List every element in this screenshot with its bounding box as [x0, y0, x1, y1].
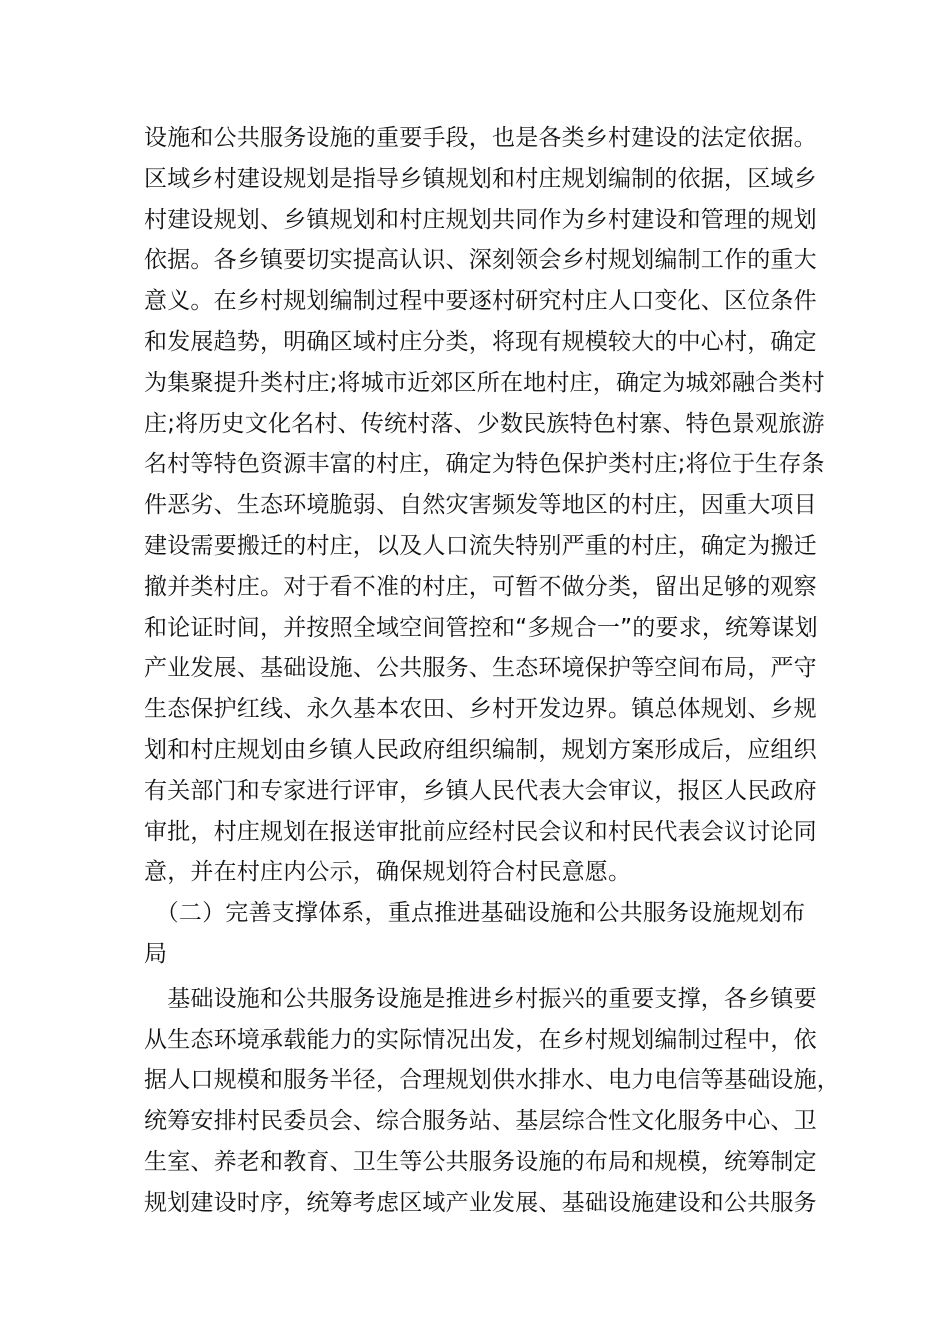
text-line: 从生态环境承载能力的实际情况出发，在乡村规划编制过程中，依	[144, 1026, 817, 1053]
text-line: 建设需要搬迁的村庄，以及人口流失特别严重的村庄，确定为搬迁	[144, 532, 817, 559]
text-line: 名村等特色资源丰富的村庄，确定为特色保护类村庄;将位于生存条	[144, 451, 825, 478]
text-line: 划和村庄规划由乡镇人民政府组织编制，规划方案形成后，应组织	[144, 736, 817, 763]
text-line: 村建设规划、乡镇规划和村庄规划共同作为乡村建设和管理的规划	[144, 206, 817, 233]
text-line: 意，并在村庄内公示，确保规划符合村民意愿。	[144, 859, 632, 886]
text-line: 撤并类村庄。对于看不准的村庄，可暂不做分类，留出足够的观察	[144, 573, 817, 600]
text-line: 有关部门和专家进行评审，乡镇人民代表大会审议，报区人民政府	[144, 777, 817, 804]
text-line: 区域乡村建设规划是指导乡镇规划和村庄规划编制的依据，区域乡	[144, 165, 817, 192]
heading-line: （二）完善支撑体系，重点推进基础设施和公共服务设施规划布	[144, 900, 806, 927]
text-line: 庄;将历史文化名村、传统村落、少数民族特色村寨、特色景观旅游	[144, 410, 825, 437]
body-paragraph-2	[144, 979, 840, 1224]
text-line: 生态保护红线、永久基本农田、乡村开发边界。镇总体规划、乡规	[144, 696, 817, 723]
section-heading	[144, 893, 834, 975]
body-paragraph-1	[144, 118, 834, 893]
text-line: 审批，村庄规划在报送审批前应经村民会议和村民代表会议讨论同	[144, 818, 817, 845]
text-line: 和论证时间，并按照全域空间管控和“多规合一”的要求，统筹谋划	[144, 614, 818, 641]
text-line: 统筹安排村民委员会、综合服务站、基层综合性文化服务中心、卫	[144, 1108, 817, 1135]
document-page	[144, 118, 840, 1224]
text-line: 据人口规模和服务半径，合理规划供水排水、电力电信等基础设施，	[144, 1067, 840, 1094]
heading-line: 局	[144, 940, 168, 967]
text-line: 规划建设时序，统筹考虑区域产业发展、基础设施建设和公共服务	[144, 1189, 817, 1216]
text-line: 设施和公共服务设施的重要手段，也是各类乡村建设的法定依据。	[144, 125, 817, 151]
text-line: 生室、养老和教育、卫生等公共服务设施的布局和规模，统筹制定	[144, 1148, 817, 1175]
text-line: 基础设施和公共服务设施是推进乡村振兴的重要支撑，各乡镇要	[144, 985, 817, 1012]
text-line: 为集聚提升类村庄;将城市近郊区所在地村庄，确定为城郊融合类村	[144, 369, 825, 396]
text-line: 件恶劣、生态环境脆弱、自然灾害频发等地区的村庄，因重大项目	[144, 492, 817, 519]
text-line: 和发展趋势，明确区域村庄分类，将现有规模较大的中心村，确定	[144, 328, 817, 355]
text-line: 产业发展、基础设施、公共服务、生态环境保护等空间布局，严守	[144, 655, 817, 682]
text-line: 依据。各乡镇要切实提高认识、深刻领会乡村规划编制工作的重大	[144, 247, 817, 274]
text-line: 意义。在乡村规划编制过程中要逐村研究村庄人口变化、区位条件	[144, 288, 817, 315]
